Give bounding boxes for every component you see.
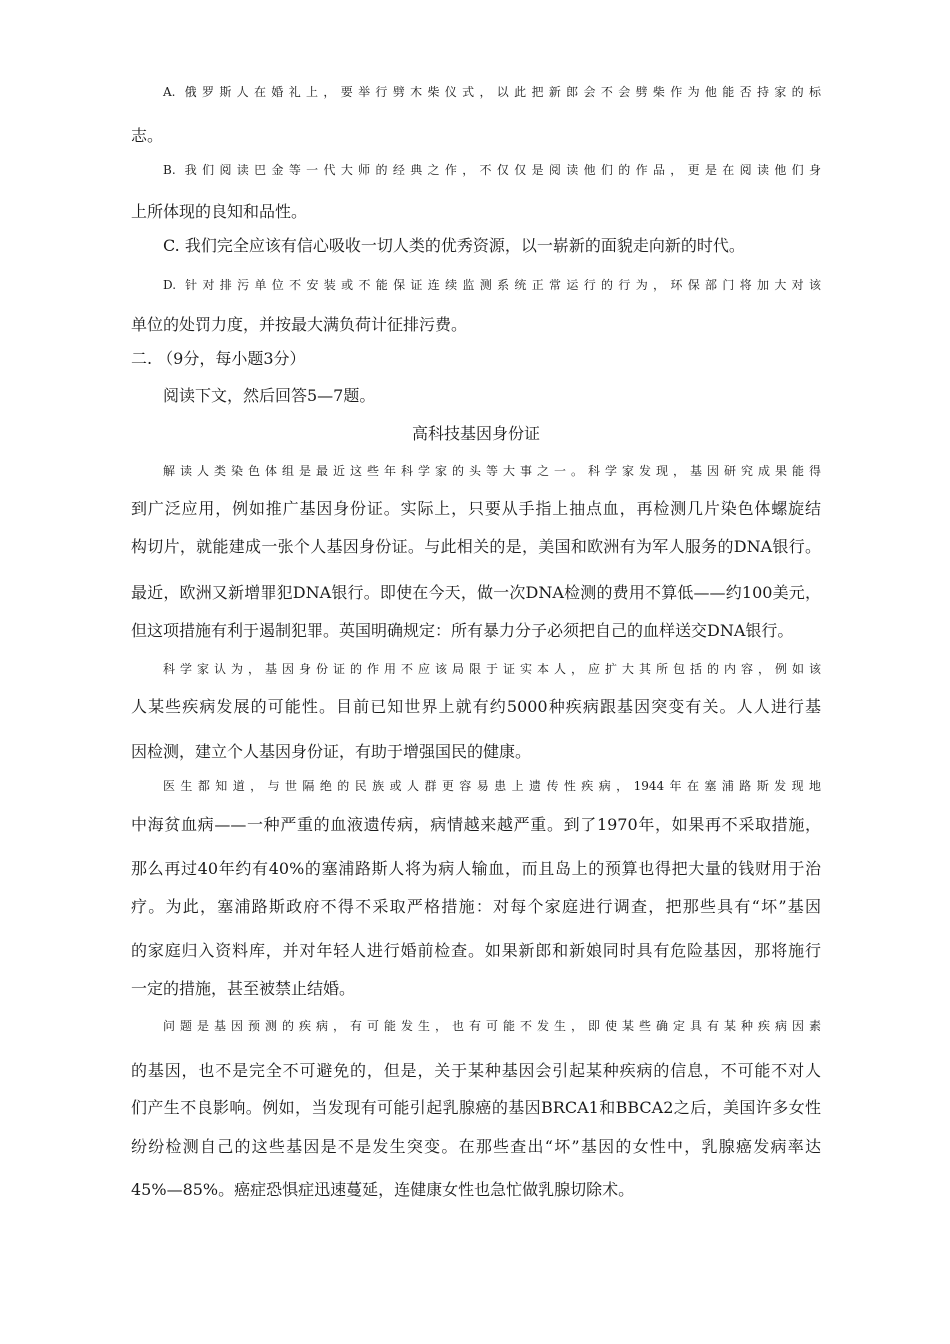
paragraph-4-line-5: 45%—85%。癌症恐惧症迅速蔓延，连健康女性也急忙做乳腺切除术。 [131,1180,635,1199]
paragraph-3-line-5: 的家庭归入资料库，并对年轻人进行婚前检查。如果新郎和新娘同时具有危险基因，那将施行 [131,941,821,960]
option-c-line-1: C. 我们完全应该有信心吸收一切人类的优秀资源，以一崭新的面貌走向新的时代。 [163,236,745,255]
paragraph-3-line-3: 那么再过40年约有40%的塞浦路斯人将为病人输血，而且岛上的预算也得把大量的钱财用于治 [131,859,821,878]
option-a-line-2: 志。 [131,126,164,145]
paragraph-4-line-3: 们产生不良影响。例如，当发现有可能引起乳腺癌的基因BRCA1和BBCA2之后，美国许多女性 [131,1098,821,1117]
option-a-line-1: A. 俄罗斯人在婚礼上，要举行劈木柴仪式，以此把新郎会不会劈柴作为他能否持家的标 [163,85,821,99]
paragraph-3-line-2: 中海贫血病——一种严重的血液遗传病，病情越来越严重。到了1970年，如果再不采取措施， [131,815,821,834]
paragraph-4-line-4: 纷纷检测自己的这些基因是不是发生突变。在那些查出“坏”基因的女性中，乳腺癌发病率达 [131,1137,821,1156]
option-d-line-2: 单位的处罚力度，并按最大满负荷计征排污费。 [131,315,468,334]
paragraph-1-line-1: 解读人类染色体组是最近这些年科学家的头等大事之一。科学家发现，基因研究成果能得 [163,464,821,478]
paragraph-1-line-4: 最近，欧洲又新增罪犯DNA银行。即使在今天，做一次DNA检测的费用不算低——约100美元， [131,583,821,602]
option-b-line-2: 上所体现的良知和品性。 [131,202,308,221]
paragraph-1-line-5: 但这项措施有利于遏制犯罪。英国明确规定：所有暴力分子必须把自己的血样送交DNA银行。 [131,621,794,640]
paragraph-4-line-1: 问题是基因预测的疾病，有可能发生，也有可能不发生，即使某些确定具有某种疾病因素 [163,1019,821,1033]
option-b-line-1: B. 我们阅读巴金等一代大师的经典之作，不仅仅是阅读他们的作品，更是在阅读他们身 [163,163,821,177]
section-instruction: 阅读下文，然后回答5—7题。 [163,386,376,405]
paragraph-2-line-3: 因检测，建立个人基因身份证，有助于增强国民的健康。 [131,742,532,761]
paragraph-1-line-2: 到广泛应用，例如推广基因身份证。实际上，只要从手指上抽点血，再检测几片染色体螺旋结 [131,499,821,518]
option-d-line-1: D. 针对排污单位不安装或不能保证连续监测系统正常运行的行为，环保部门将加大对该 [163,278,821,292]
section-heading: 二. （9分，每小题3分） [131,349,306,368]
paragraph-4-line-2: 的基因，也不是完全不可避免的，但是，关于某种基因会引起某种疾病的信息，不可能不对人 [131,1061,821,1080]
paragraph-3-line-4: 疗。为此，塞浦路斯政府不得不采取严格措施：对每个家庭进行调查，把那些具有“坏”基因 [131,897,821,916]
paragraph-3-line-1: 医生都知道，与世隔绝的民族或人群更容易患上遗传性疾病，1944年在塞浦路斯发现地 [163,779,821,793]
paragraph-3-line-6: 一定的措施，甚至被禁止结婚。 [131,979,356,998]
article-title: 高科技基因身份证 [411,424,540,443]
paragraph-1-line-3: 构切片，就能建成一张个人基因身份证。与此相关的是，美国和欧洲有为军人服务的DNA银行。 [131,537,821,556]
paragraph-2-line-2: 人某些疾病发展的可能性。目前已知世界上就有约5000种疾病跟基因突变有关。人人进行基 [131,697,821,716]
paragraph-2-line-1: 科学家认为，基因身份证的作用不应该局限于证实本人，应扩大其所包括的内容，例如该 [163,662,821,676]
